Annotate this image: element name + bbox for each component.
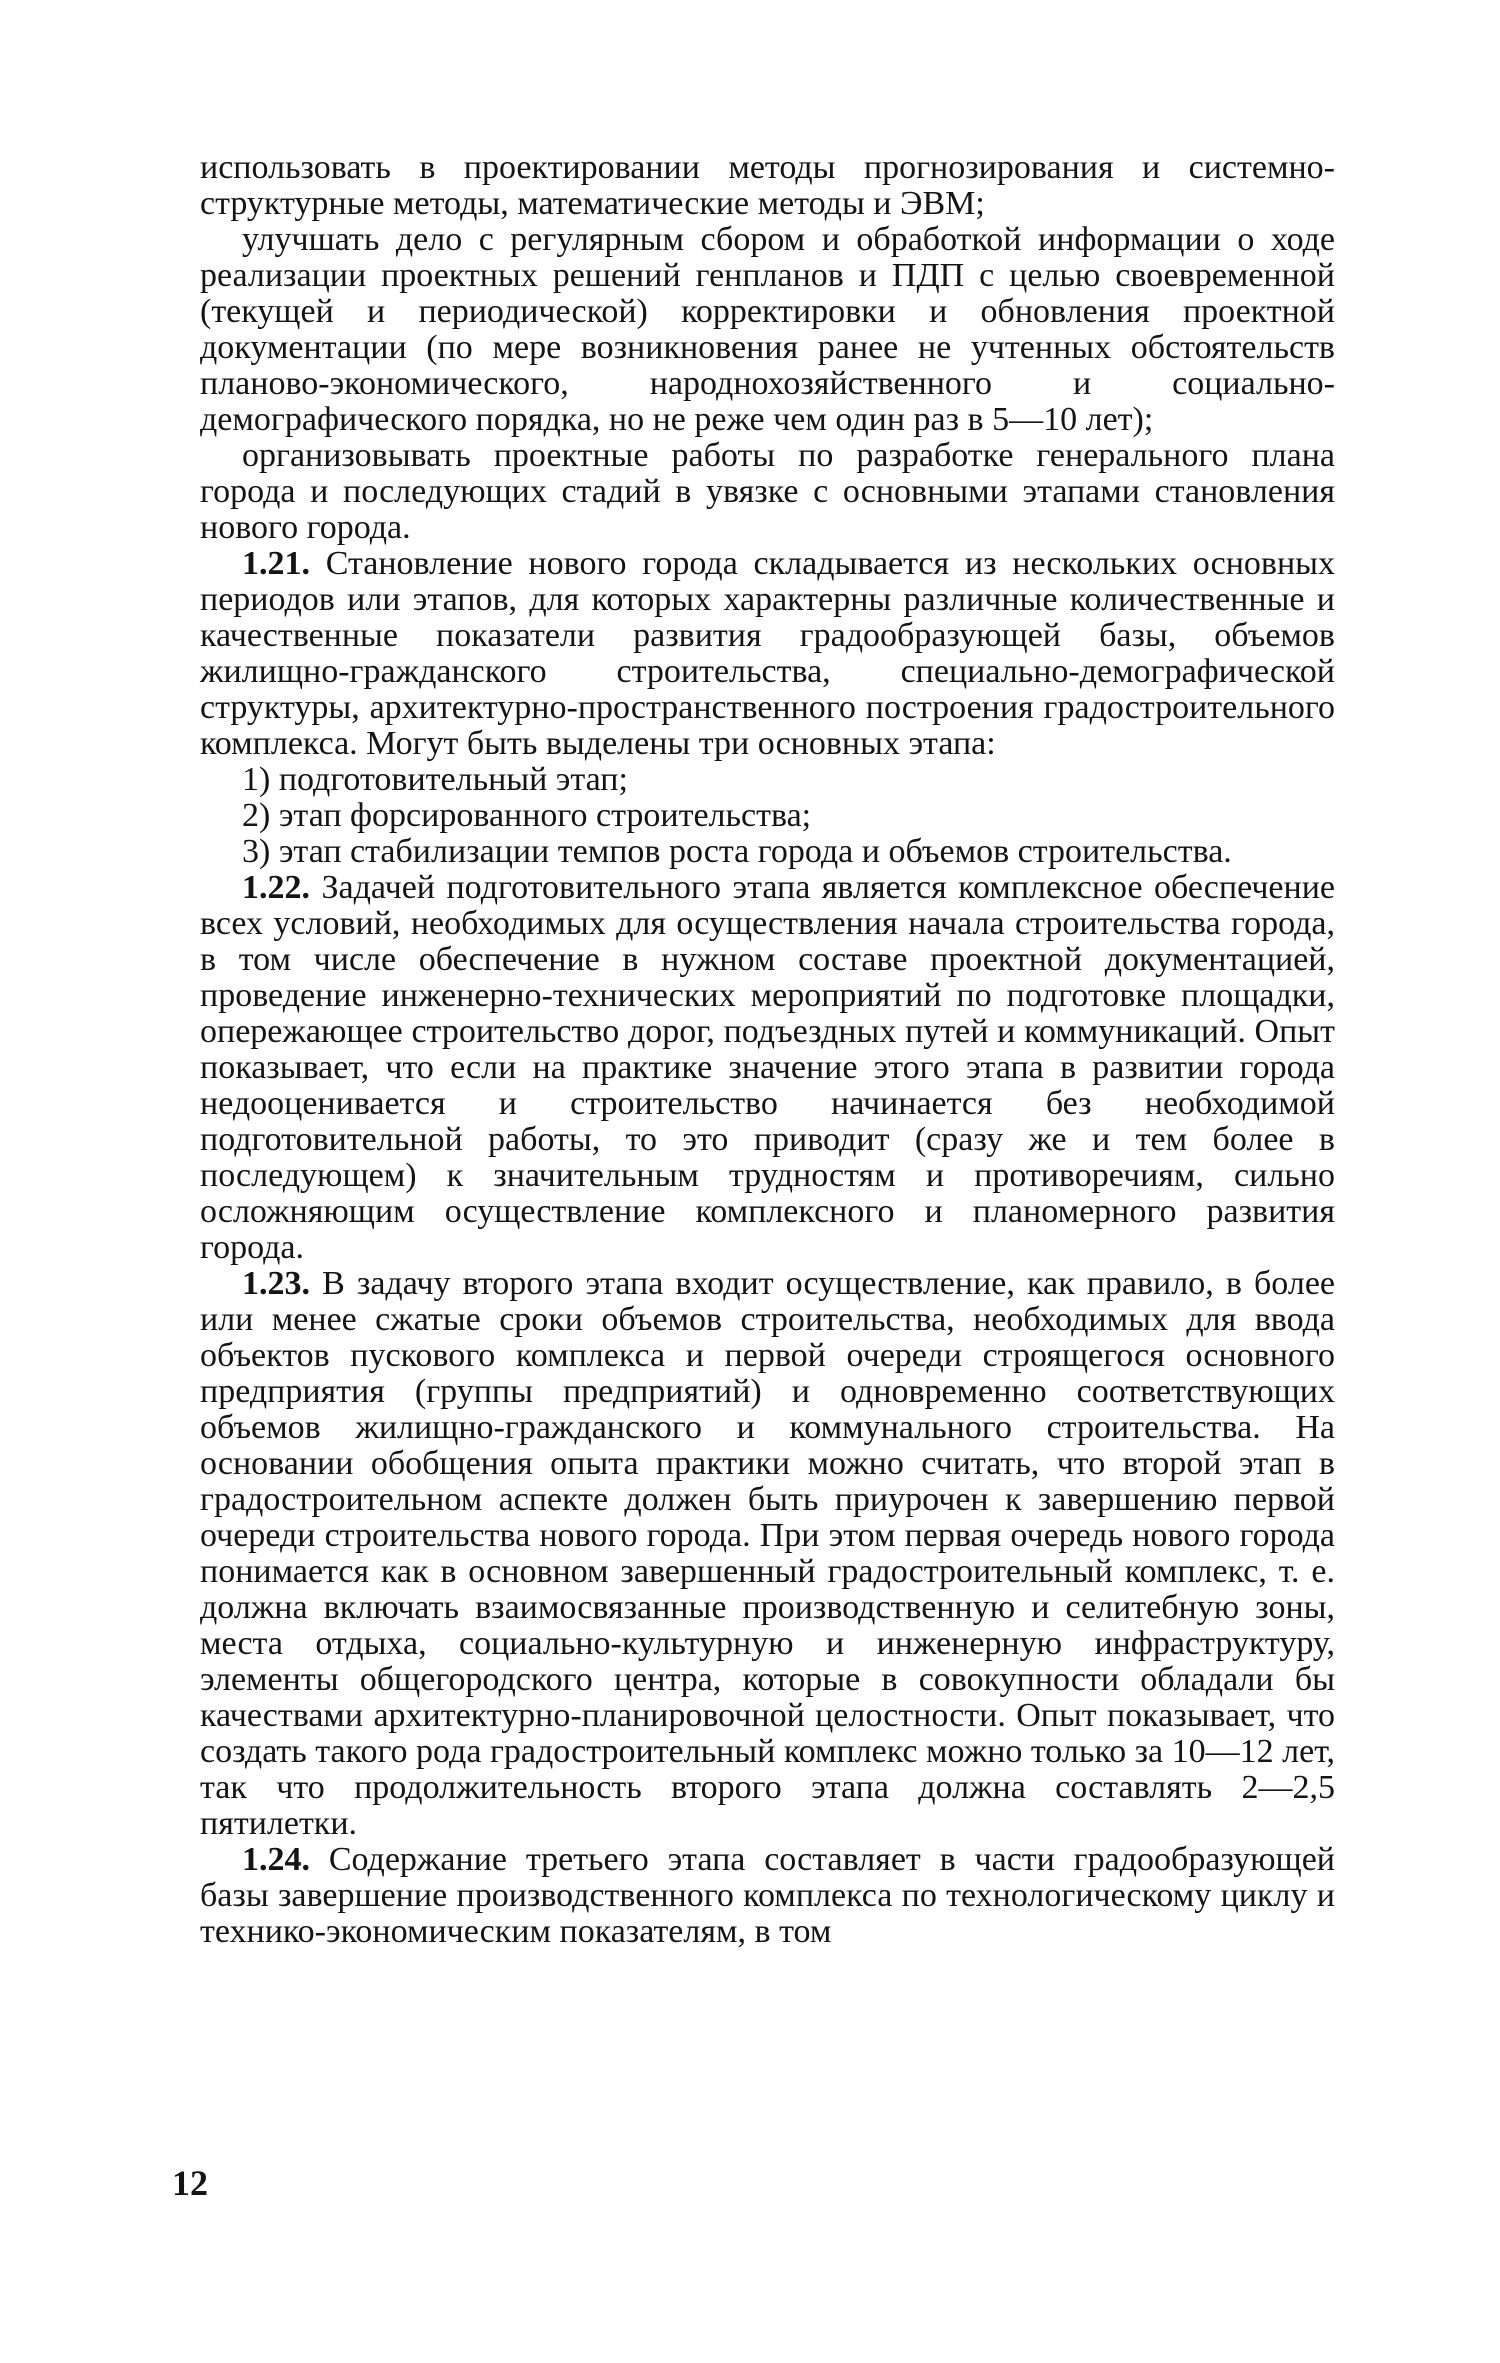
section-number: 1.22. bbox=[242, 869, 310, 906]
paragraph-2 bbox=[200, 438, 1335, 546]
paragraph-0 bbox=[200, 150, 1335, 222]
section-number: 1.21. bbox=[242, 545, 310, 582]
paragraph-1-text: улучшать дело с регулярным сбором и обработкой информации о ходе реализации проектных решений генпланов и ПДП с целью своевременной (текущей и периодической) корректировки и обновления проектной документации (по мере возникновения ранее не учтенных обстоятельств планово-экономического, народнохозяйственного и социально-демографического порядка, но не реже чем один раз в 5—10 лет); bbox=[200, 221, 1335, 438]
section-text: Содержание третьего этапа составляет в части градообразующей базы завершение производственного комплекса по технологическому циклу и технико-экономическим показателям, в том bbox=[200, 1841, 1335, 1950]
list-item-3 bbox=[200, 834, 1335, 870]
section-number: 1.23. bbox=[242, 1265, 310, 1302]
section-number: 1.24. bbox=[242, 1841, 310, 1878]
section-1-24 bbox=[200, 1842, 1335, 1950]
paragraph-1 bbox=[200, 222, 1335, 438]
section-1-21 bbox=[200, 546, 1335, 762]
section-text: В задачу второго этапа входит осуществление, как правило, в более или менее сжатые сроки объемов строительства, необходимых для ввода объектов пускового комплекса и первой очереди строящегося основного предприятия (группы предприятий) и одновременно соответствующих объемов жилищно-гражданского и коммунального строительства. На основании обобщения опыта практики можно считать, что второй этап в градостроительном аспекте должен быть приурочен к завершению первой очереди строительства нового города. При этом первая очередь нового города понимается как в основном завершенный градостроительный комплекс, т. е. должна включать взаимосвязанные производственную и селитебную зоны, места отдыха, социально-культурную и инженерную инфраструктуру, элементы общегородского центра, которые в совокупности обладали бы качествами архитектурно-планировочной целостности. Опыт показывает, что создать такого рода градостроительный комплекс можно только за 10—12 лет, так что продолжительность второго этапа должна составлять 2—2,5 пятилетки. bbox=[200, 1265, 1335, 1842]
section-text: Становление нового города складывается из нескольких основных периодов или этапов, для которых характерны различные количественные и качественные показатели развития градообразующей базы, объемов жилищно-гражданского строительства, специально-демографической структуры, архитектурно-пространственного построения градостроительного комплекса. Могут быть выделены три основных этапа: bbox=[200, 545, 1335, 762]
section-1-22 bbox=[200, 870, 1335, 1266]
section-text: Задачей подготовительного этапа является комплексное обеспечение всех условий, необходимых для осуществления начала строительства города, в том числе обеспечение в нужном составе проектной документацией, проведение инженерно-технических мероприятий по подготовке площадки, опережающее строительство дорог, подъездных путей и коммуникаций. Опыт показывает, что если на практике значение этого этапа в развитии города недооценивается и строительство начинается без необходимой подготовительной работы, то это приводит (сразу же и тем более в последующем) к значительным трудностям и противоречиям, сильно осложняющим осуществление комплексного и планомерного развития города. bbox=[200, 869, 1335, 1266]
list-item-2 bbox=[200, 798, 1335, 834]
section-1-23 bbox=[200, 1266, 1335, 1842]
paragraph-0-text: использовать в проектировании методы прогнозирования и системно-структурные методы, математические методы и ЭВМ; bbox=[200, 149, 1335, 222]
list-item-1 bbox=[200, 762, 1335, 798]
list-item-text: 3) этап стабилизации темпов роста города и объемов строительства. bbox=[242, 833, 1232, 870]
page-number: 12 bbox=[172, 2163, 208, 2203]
list-item-text: 1) подготовительный этап; bbox=[242, 761, 628, 798]
list-item-text: 2) этап форсированного строительства; bbox=[242, 797, 812, 834]
paragraph-2-text: организовывать проектные работы по разработке генерального плана города и последующих стадий в увязке с основными этапами становления нового города. bbox=[200, 437, 1335, 546]
page-body bbox=[200, 150, 1335, 1950]
